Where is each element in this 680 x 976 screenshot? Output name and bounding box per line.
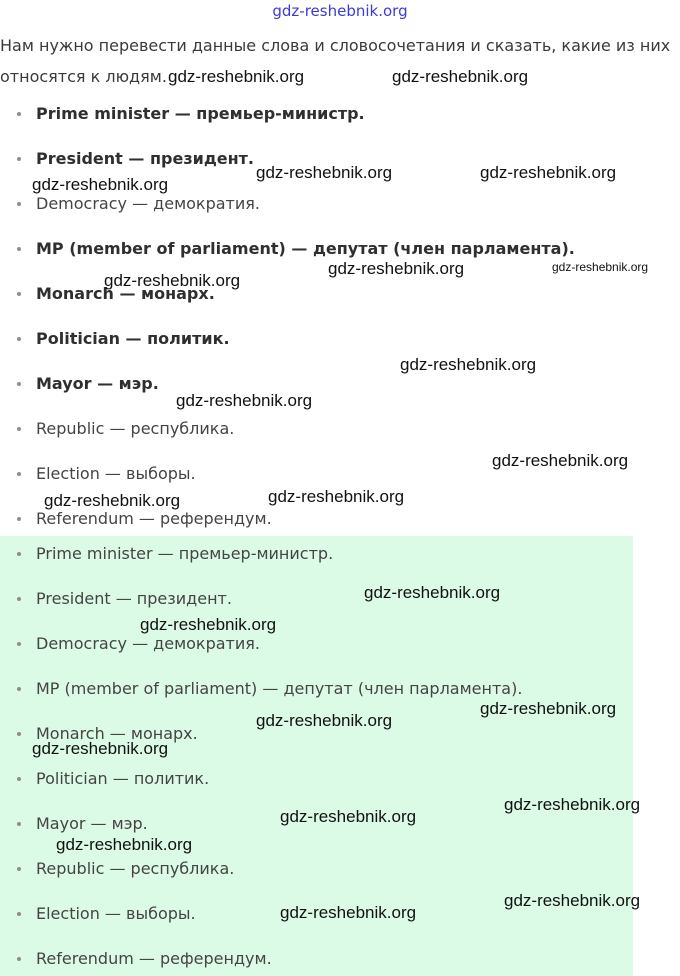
list-item-text: Election — выборы.	[36, 904, 196, 923]
bullet-icon	[17, 687, 21, 691]
watermark: gdz-reshebnik.org	[328, 259, 465, 278]
list-item-text: MP (member of parliament) — депутат (член парламента).	[36, 239, 575, 258]
bullet-icon	[17, 777, 21, 781]
watermark: gdz-reshebnik.org	[480, 699, 617, 718]
bullet-icon	[17, 912, 21, 916]
list-item-text: Republic — республика.	[36, 859, 235, 878]
watermark: gdz-reshebnik.org	[268, 487, 405, 506]
watermark: gdz-reshebnik.org	[492, 451, 629, 470]
list-item-text: Referendum — референдум.	[36, 949, 272, 968]
bullet-icon	[17, 642, 21, 646]
list-item-text: Election — выборы.	[36, 464, 196, 483]
watermark: gdz-reshebnik.org	[44, 491, 181, 510]
list-item-text: Republic — республика.	[36, 419, 235, 438]
watermark: gdz-reshebnik.org	[280, 903, 417, 922]
bullet-icon	[17, 427, 21, 431]
bullet-icon	[17, 112, 21, 116]
watermark: gdz-reshebnik.org	[364, 583, 501, 602]
watermark: gdz-reshebnik.org	[552, 260, 649, 274]
list-item-text: Monarch — монарх.	[36, 284, 215, 303]
list-item-text: President — президент.	[36, 589, 232, 608]
list-item-text: Prime minister — премьер-министр.	[36, 544, 334, 563]
bullet-icon	[17, 202, 21, 206]
bullet-icon	[17, 382, 21, 386]
bullet-icon	[17, 292, 21, 296]
watermark: gdz-reshebnik.org	[400, 355, 537, 374]
watermark: gdz-reshebnik.org	[32, 175, 169, 194]
watermark: gdz-reshebnik.org	[256, 163, 393, 182]
bullet-icon	[17, 552, 21, 556]
list-item-text: Democracy — демократия.	[36, 194, 260, 213]
list-item-text: MP (member of parliament) — депутат (член парламента).	[36, 679, 523, 698]
bullet-icon	[17, 517, 21, 521]
list-item-text: Mayor — мэр.	[36, 374, 159, 393]
watermark: gdz-reshebnik.org	[256, 711, 393, 730]
bullet-icon	[17, 867, 21, 871]
list-item-text: Democracy — демократия.	[36, 634, 260, 653]
watermark: gdz-reshebnik.org	[32, 739, 169, 758]
watermark: gdz-reshebnik.org	[56, 835, 193, 854]
list-item-text: Monarch — монарх.	[36, 724, 198, 743]
list-item-text: President — президент.	[36, 149, 255, 168]
intro-text: Нам нужно перевести данные слова и словосочетания и сказать, какие из них относятся к людям.	[0, 36, 671, 86]
watermark: gdz-reshebnik.org	[392, 67, 529, 86]
bullet-icon	[17, 472, 21, 476]
bullet-icon	[17, 157, 21, 161]
list-item-text: Referendum — референдум.	[36, 509, 272, 528]
watermark: gdz-reshebnik.org	[280, 807, 417, 826]
watermark: gdz-reshebnik.org	[480, 163, 617, 182]
bullet-icon	[17, 337, 21, 341]
watermark: gdz-reshebnik.org	[168, 67, 305, 86]
list-item-text: Mayor — мэр.	[36, 814, 148, 833]
bullet-icon	[17, 957, 21, 961]
bullet-icon	[17, 732, 21, 736]
site-link[interactable]: gdz-reshebnik.org	[272, 2, 408, 20]
bullet-icon	[17, 597, 21, 601]
watermark: gdz-reshebnik.org	[504, 795, 641, 814]
watermark: gdz-reshebnik.org	[176, 391, 313, 410]
watermark: gdz-reshebnik.org	[504, 891, 641, 910]
watermark: gdz-reshebnik.org	[104, 271, 241, 290]
list-item-text: Politician — политик.	[36, 769, 210, 788]
bullet-icon	[17, 822, 21, 826]
bullet-icon	[17, 247, 21, 251]
list-item-text: Politician — политик.	[36, 329, 230, 348]
list-item-text: Prime minister — премьер-министр.	[36, 104, 365, 123]
watermark: gdz-reshebnik.org	[140, 615, 277, 634]
